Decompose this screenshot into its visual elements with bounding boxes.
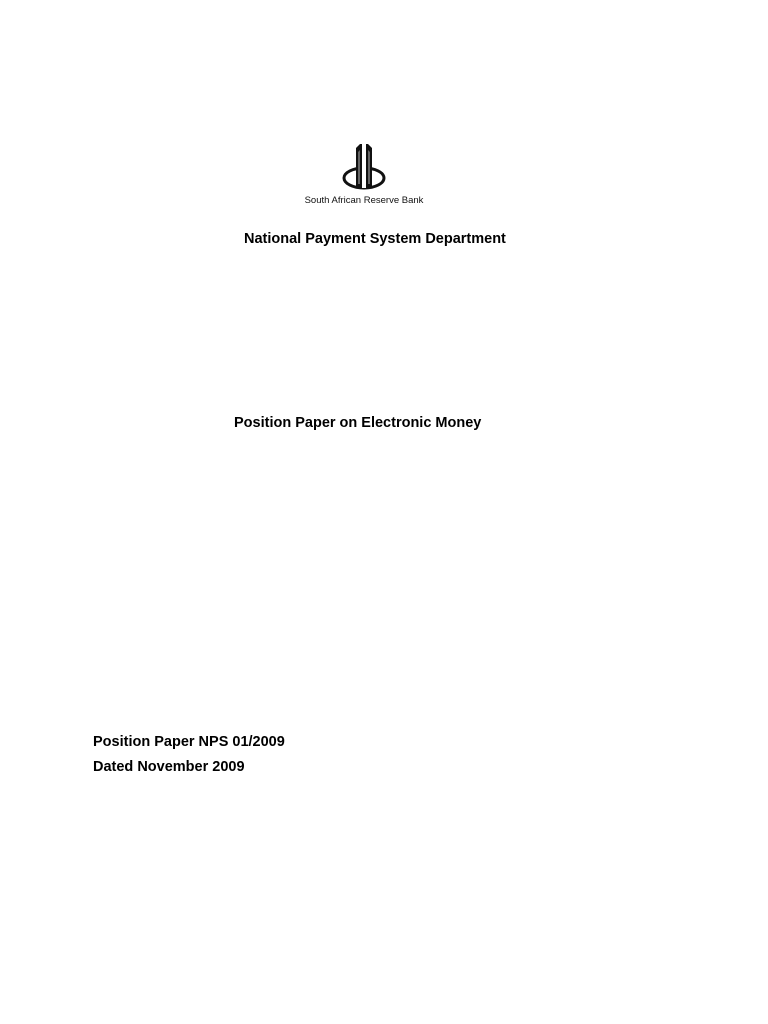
- sarb-emblem-icon: [338, 140, 390, 192]
- document-reference: Position Paper NPS 01/2009: [93, 734, 285, 750]
- document-date: Dated November 2009: [93, 759, 245, 775]
- document-title: Position Paper on Electronic Money: [234, 415, 482, 431]
- sarb-logo: [288, 138, 440, 212]
- department-heading: National Payment System Department: [244, 231, 506, 247]
- logo-caption: South African Reserve Bank: [304, 195, 424, 206]
